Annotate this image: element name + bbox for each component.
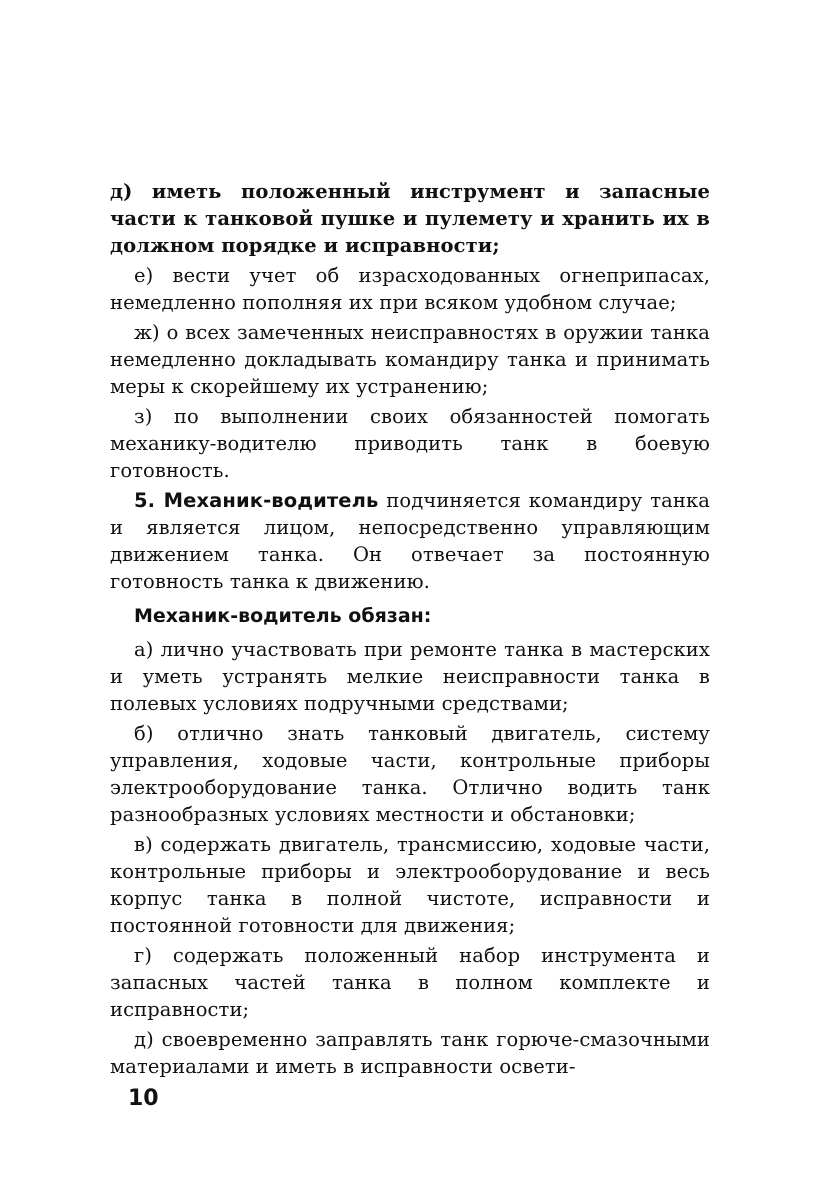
page-body [110,178,710,1083]
duties-heading: Механик-водитель обязан: [134,605,432,627]
paragraph-item-a-repair: а) лично участвовать при ремонте танка в мастерских и уметь устранять мелкие неисправности танка в полевых условиях подручными средствами; [110,638,710,715]
paragraph-item-z-help: з) по выполнении своих обязанностей помогать механику-водителю приводить танк в боевую готовность. [110,405,710,482]
section-5-run-in-heading: 5. Механик-водитель [134,489,379,512]
paragraph-section-5 [110,487,710,595]
paragraph-item-e-ammo: е) вести учет об израсходованных огнеприпасах, немедленно пополняя их при всяком удобном случае; [110,264,710,314]
paragraph-item-zh-faults: ж) о всех замеченных неисправностях в оружии танка немедленно докладывать командиру танка и принимать меры к скорейшему их устранению; [110,321,710,398]
page-number: 10 [128,1086,159,1111]
paragraph-item-d-tools: д) иметь положенный инструмент и запасные части к танковой пушке и пулемету и хранить их в должном порядке и исправности; [110,180,710,257]
paragraph-item-d-fuel: д) своевременно заправлять танк горюче-смазочными материалами и иметь в исправности освети- [110,1028,710,1078]
paragraph-item-b-knowledge: б) отлично знать танковый двигатель, систему управления, ходовые части, контрольные приборы электрооборудование танка. Отлично водить танк разнообразных условиях местности и обстановки; [110,722,710,826]
paragraph-item-v-maintain: в) содержать двигатель, трансмиссию, ходовые части, контрольные приборы и электрооборудование и весь корпус танка в полной чистоте, исправности и постоянной готовности для движения; [110,833,710,937]
section-5-text: подчиняется командиру танка и является лицом, непосредственно управляющим движением танка. Он отвечает за постоянную готовность танка к движению. [110,489,710,593]
paragraph-item-g-toolkit: г) содержать положенный набор инструмента и запасных частей танка в полном комплекте и исправности; [110,944,710,1021]
